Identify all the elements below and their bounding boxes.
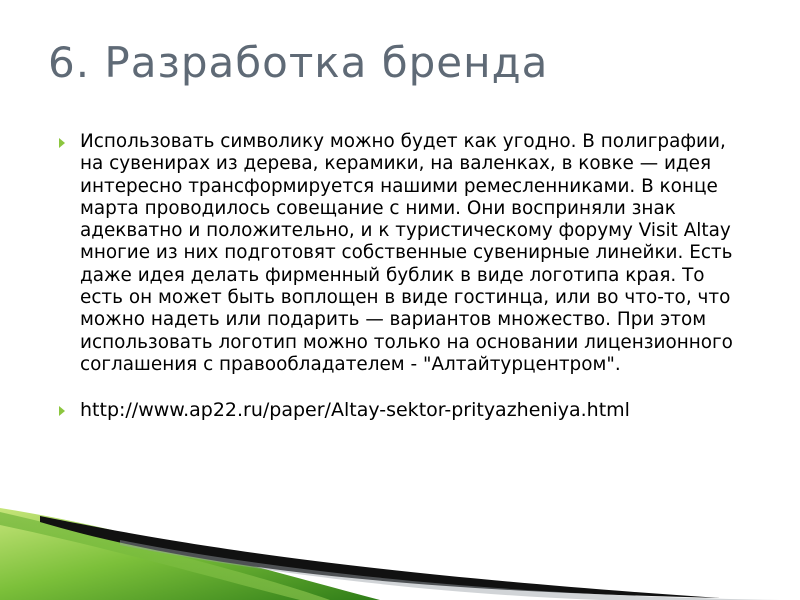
- list-item: [58, 131, 748, 376]
- list-item: [58, 399, 748, 421]
- triangle-bullet-icon: [58, 399, 80, 416]
- triangle-bullet-icon: [58, 131, 80, 148]
- bullet-text: Использовать символику можно будет как угодно. В полиграфии, на сувенирах из дерева, керамики, на валенках, в ковке — идея интересно трансформируется нашими ремесленниками. В конце марта проводилось совещание с ними. Они восприняли знак адекватно и положительно, и к туристическому форуму Visit Altay многие из них подготовят собственные сувенирные линейки. Есть даже идея делать фирменный бублик в виде логотипа края. То есть он может быть воплощен в виде гостинца, или во что-то, что можно надеть или подарить — вариантов множество. При этом использовать логотип можно только на основании лицензионного соглашения с правообладателем - "Алтайтурцентром".: [80, 131, 733, 375]
- source-link[interactable]: http://www.ap22.ru/paper/Altay-sektor-prityazheniya.html: [80, 399, 630, 422]
- page-title: 6. Разработка бренда: [48, 38, 549, 87]
- bullet-list: [58, 131, 748, 445]
